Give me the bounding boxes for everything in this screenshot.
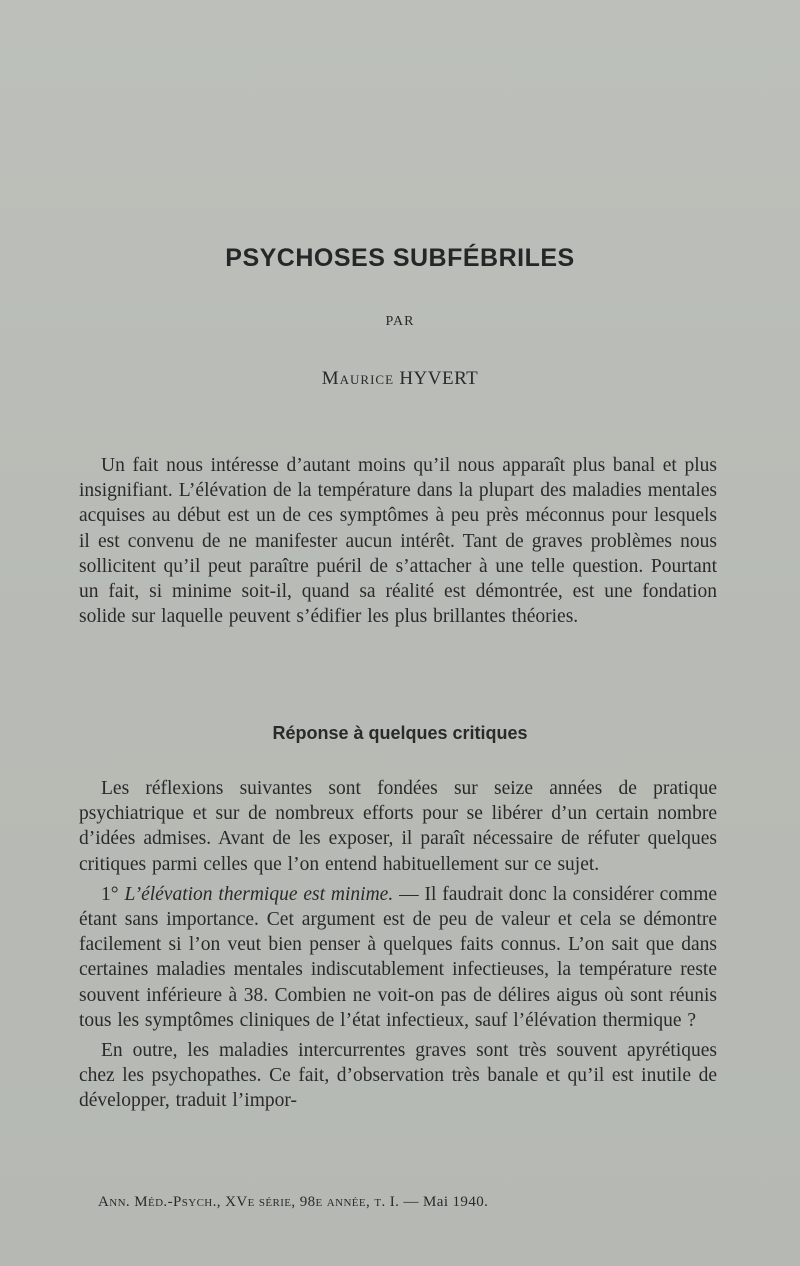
intro-block bbox=[79, 453, 717, 629]
intro-paragraph: Un fait nous intéresse d’autant moins qu’il nous apparaît plus banal et plus insignifiant. L’élévation de la température dans la plupart des maladies mentales acquises au début est un de ces symptômes à peu près méconnus pour lesquels il est convenu de ne manifester aucun intérêt. Tant de graves problèmes nous sollicitent qu’il peut paraître puéril de s’attacher à une telle question. Pourtant un fait, si minime soit-il, quand sa réalité est démontrée, est une fondation solide sur laquelle peuvent s’édifier les plus brillantes théories. bbox=[79, 455, 717, 628]
article-title: PSYCHOSES SUBFÉBRILES bbox=[225, 244, 575, 272]
point-heading: L’élévation thermique est minime. bbox=[124, 883, 394, 905]
footer-date: — Mai 1940. bbox=[403, 1194, 489, 1210]
section-heading: Réponse à quelques critiques bbox=[272, 723, 528, 743]
journal-footer bbox=[98, 1194, 488, 1211]
section-body bbox=[79, 776, 717, 1119]
author-name bbox=[0, 368, 800, 390]
footer-journal: Ann. Méd.-Psych., bbox=[98, 1194, 221, 1210]
footer-series: XVe série, 98e année, t. I. bbox=[225, 1194, 400, 1210]
byline-par: PAR bbox=[385, 314, 415, 329]
author-first-name: Maurice bbox=[321, 368, 395, 389]
section-paragraph-3: En outre, les maladies intercurrentes graves sont très souvent apyrétiques chez les psychopathes. Ce fait, d’observation très banale et qu’il est inutile de développer, traduit l’impor- bbox=[79, 1040, 717, 1112]
author-last-name: HYVERT bbox=[399, 368, 479, 389]
point-number: 1° bbox=[101, 883, 119, 905]
point-text: — Il faudrait donc la considérer comme étant sans importance. Cet argument est de peu de valeur et cela se démontre facilement si l’on veut bien penser à quelques faits connus. L’on sait que dans certaines maladies mentales indiscutablement infectieuses, la température reste souvent inférieure à 38. Combien ne voit-on pas de délires aigus où sont réunis tous les symptômes cliniques de l’état infectieux, sauf l’élévation thermique ? bbox=[79, 883, 718, 1031]
section-paragraph-2 bbox=[79, 882, 717, 1033]
section-paragraph-1: Les réflexions suivantes sont fondées sur seize années de pratique psychiatrique et sur de nombreux efforts pour se libérer d’un certain nombre d’idées admises. Avant de les exposer, il paraît nécessaire de réfuter quelques critiques parmi celles que l’on entend habituellement sur ce sujet. bbox=[79, 778, 717, 875]
